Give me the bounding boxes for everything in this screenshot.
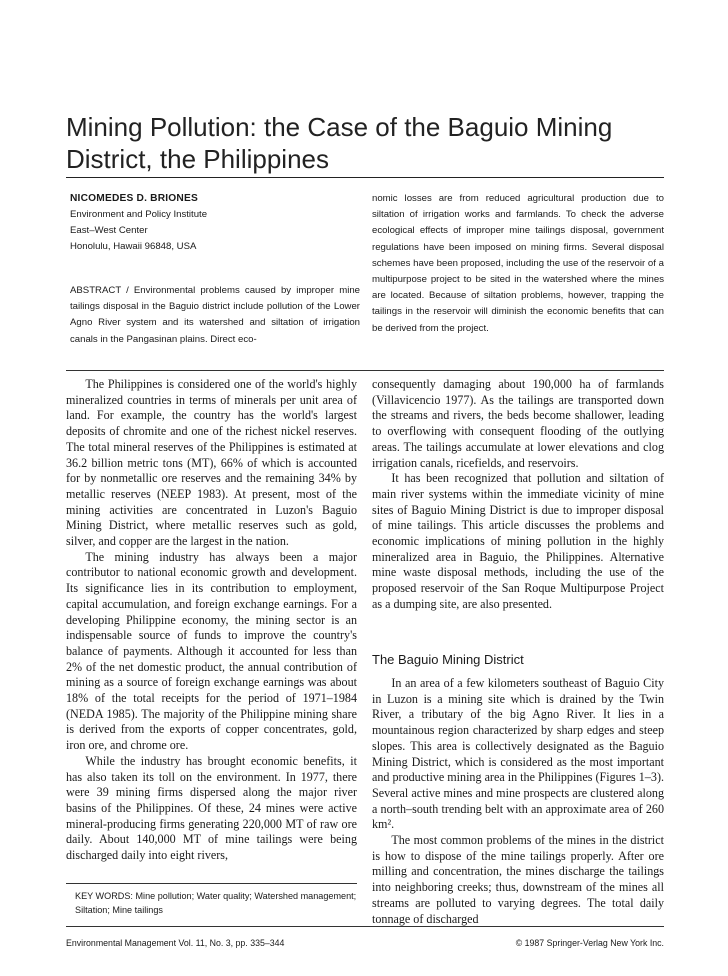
section-heading: The Baguio Mining District [372, 652, 524, 667]
abstract-left [70, 283, 360, 348]
body-column-right-section [372, 676, 664, 927]
author-block [70, 191, 360, 255]
author-affiliation: East–West Center [70, 225, 148, 236]
footer-divider [66, 926, 664, 927]
author-address: Honolulu, Hawaii 96848, USA [70, 241, 197, 252]
body-paragraph: It has been recognized that pollution and siltation of main river systems within the immediate vicinity of mine sites of Baguio Mining District is due to improper disposal of mine tailings. This article discusses the problems and economic implications of mining pollution in the highly mineralized area in Baguio, the Philippines. Alternative mine waste disposal methods, including the use of the proposed reservoir of the San Roque Multipurpose Project as a dumping site, are also presented. [372, 471, 664, 611]
body-paragraph: The Philippines is considered one of the world's highly mineralized countries in terms of minerals per unit area of land. For example, the country has the world's largest deposits of chromite and one of the richest nickel reserves. The total mineral reserves of the Philippines is estimated at 36.2 billion metric tons (MT), 66% of which is accounted for by nonmetallic ore reserves and the remaining 34% by metallic reserves (NEEP 1983). At present, most of the mining activities are concentrated in Luzon's Baguio Mining District, where metallic reserves such as gold, silver, and copper are the largest in the nation. [66, 377, 357, 549]
body-paragraph: While the industry has brought economic benefits, it has also taken its toll on the environment. In 1977, there were 39 mining firms dispersed along the major river basins of the Philippines. Of these, 24 mines were active mineral-producing firms generating 220,000 MT of raw ore daily. About 140,000 MT of mine tailings were being discharged daily into eight rivers, [66, 753, 357, 863]
keywords-text: Mine pollution; Water quality; Watershed management; Siltation; Mine tailings [75, 891, 357, 915]
body-paragraph: The most common problems of the mines in the district is how to dispose of the mine tailings properly. After ore milling and concentration, the mines discharge the tailings into neighboring creeks; thus, downstream of the mines all streams are polluted to varying degrees. The total daily tonnage of discharged [372, 833, 664, 926]
keywords-label: KEY WORDS: [75, 891, 133, 901]
keywords [75, 889, 360, 917]
paper-title: Mining Pollution: the Case of the Baguio Mining District, the Philippines [66, 112, 613, 174]
body-paragraph: consequently damaging about 190,000 ha of farmlands (Villavicencio 1977). As the tailings are transported down the streams and rivers, the beds become shallower, leading to overflowing with consequent flooding of the outlying areas. The tailings accumulate at lower elevations and clog irrigation canals, ricefields, and reservoirs. [372, 377, 664, 470]
author-name: NICOMEDES D. BRIONES [70, 193, 198, 204]
title-divider [66, 177, 664, 178]
abstract-text: nomic losses are from reduced agricultural production due to siltation of irrigation works and farmlands. To check the adverse ecological effects of improper mine tailings disposal, government regulations have been imposed on mining firms. Several disposal schemes have been proposed, including the use of the reservoir of a multipurpose project to be sited in the watershed where the mines are located. Because of siltation problems, however, trapping the tailings in the reservoir will diminish the economic benefits that can be derived from the project. [372, 193, 664, 334]
body-column-left [66, 377, 357, 864]
abstract-text: ABSTRACT / Environmental problems caused by improper mine tailings disposal in the Baguio district include pollution of the Lower Agno River system and its watershed and siltation of irrigation canals in the Pangasinan plains. Direct eco- [70, 285, 360, 345]
copyright: © 1987 Springer-Verlag New York Inc. [515, 938, 664, 948]
author-affiliation: Environment and Policy Institute [70, 209, 208, 220]
abstract-divider [66, 370, 664, 371]
body-column-right [372, 377, 664, 613]
body-paragraph: The mining industry has always been a major contributor to national economic growth and development. Its significance lies in its contribution to employment, capital accumulation, and foreign exchange earnings. For a developing Philippine economy, the mining sector is an indispensable source of funds to improve the country's balance of payments. Although it accounted for less than 2% of the net domestic product, the annual contribution of mining as a source of foreign exchange earnings was about 18% of the total receipts for the period of 1971–1984 (NEDA 1985). The majority of the Philippine mining share is derived from the exports of copper concentrates, gold, iron ore, and chrome ore. [66, 549, 357, 753]
abstract-right [372, 191, 664, 337]
body-paragraph: In an area of a few kilometers southeast of Baguio City in Luzon is a mining site which is drained by the Twin River, a tributary of the big Agno River. It lies in a mountainous region characterized by sharp edges and steep slopes. This area is collectively designated as the Baguio Mining District, which is considered as the most important and productive mining area in the Philippines (Figures 1–3). Several active mines and mine prospects are clustered along a north–south trending belt with an approximate area of 260 km². [372, 676, 664, 832]
keywords-divider [66, 883, 357, 884]
journal-citation: Environmental Management Vol. 11, No. 3, pp. 335–344 [66, 938, 285, 948]
